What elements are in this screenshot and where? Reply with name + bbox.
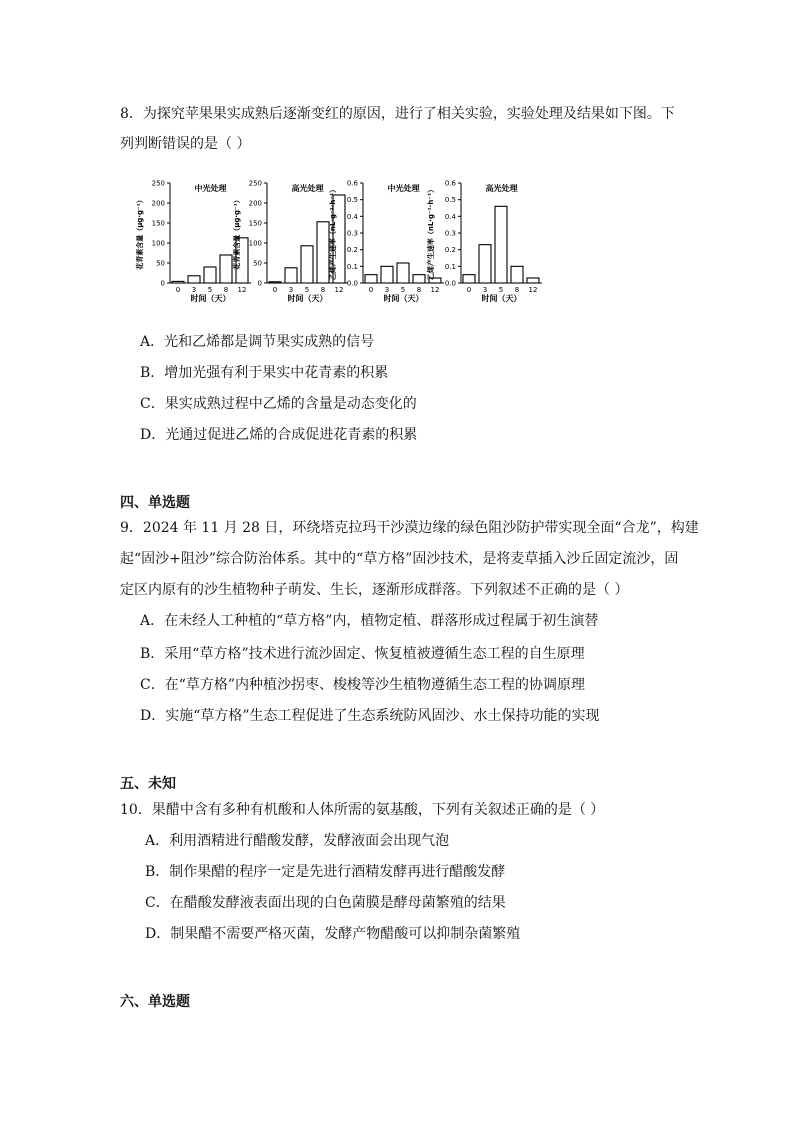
y-tick-label: 0.4 (346, 212, 358, 221)
x-tick-label: 0 (272, 286, 278, 294)
q9-stem-line1: 9．2024 年 11 月 28 日，环绕塔克拉玛干沙漠边缘的绿色阻沙防护带实现全面“合龙”，构建 (120, 520, 699, 536)
y-tick-label: 250 (151, 179, 165, 188)
q9-stem-line3: 定区内原有的沙生植物种子萌发、生长，逐渐形成群落。下列叙述不正确的是（ ） (120, 582, 629, 598)
chart-title: 高光处理 (485, 184, 518, 193)
y-tick-label: 0.5 (444, 196, 456, 205)
x-axis-label: 时间（天） (481, 294, 522, 303)
y-tick-label: 150 (248, 219, 262, 228)
section5-title: 五、未知 (120, 776, 176, 792)
x-tick-label: 5 (304, 286, 310, 294)
bar (511, 266, 523, 283)
q8-option-a: A．光和乙烯都是调节果实成熟的信号 (140, 334, 375, 350)
q9-option-c: C．在“草方格”内种植沙拐枣、梭梭等沙生植物遵循生态工程的协调原理 (140, 677, 586, 693)
y-tick-label: 0.0 (346, 279, 358, 288)
bar (172, 281, 184, 283)
x-tick-label: 12 (430, 286, 440, 294)
q8-option-d: D．光通过促进乙烯的合成促进花青素的积累 (140, 427, 418, 443)
x-tick-label: 0 (466, 286, 472, 294)
x-tick-label: 8 (320, 286, 326, 294)
x-tick-label: 12 (334, 286, 344, 294)
x-tick-label: 8 (223, 286, 229, 294)
y-tick-label: 50 (156, 259, 165, 268)
y-tick-label: 0.2 (346, 246, 358, 255)
y-tick-label: 0.6 (444, 179, 456, 188)
y-axis-label: 花青素含量（μg·g⁻¹） (136, 196, 144, 270)
bar (463, 275, 475, 283)
bar (495, 206, 507, 283)
q10-option-c: C．在醋酸发酵液表面出现的白色菌膜是酵母菌繁殖的结果 (145, 895, 506, 911)
x-tick-label: 3 (191, 286, 197, 294)
chart-title: 中光处理 (194, 184, 227, 193)
x-tick-label: 5 (498, 286, 504, 294)
x-axis-label: 时间（天） (190, 294, 231, 303)
y-tick-label: 100 (151, 239, 165, 248)
q9-option-d: D．实施“草方格”生态工程促进了生态系统防风固沙、水土保持功能的实现 (140, 708, 600, 724)
x-tick-label: 3 (482, 286, 488, 294)
y-tick-label: 0.3 (346, 229, 358, 238)
q9-stem-line2: 起“固沙+阻沙”综合防治体系。其中的“草方格”固沙技术，是将麦草插入沙丘固定流沙，固 (120, 551, 679, 567)
bar (269, 282, 281, 283)
x-axis-label: 时间（天） (287, 294, 328, 303)
bar (365, 275, 377, 283)
q8-stem-line2: 列判断错误的是（ ） (120, 136, 251, 152)
section4-title: 四、单选题 (120, 495, 190, 511)
bar (285, 268, 297, 283)
x-tick-label: 5 (400, 286, 406, 294)
y-tick-label: 0.4 (444, 212, 456, 221)
bar (381, 266, 393, 283)
bar (479, 245, 491, 283)
y-tick-label: 0 (160, 279, 165, 288)
y-tick-label: 0.6 (346, 179, 358, 188)
y-axis-label: 乙烯产生速率（nL·g⁻¹·h⁻¹） (427, 185, 435, 281)
y-tick-label: 100 (248, 239, 262, 248)
q10-option-b: B．制作果醋的程序一定是先进行酒精发酵再进行醋酸发酵 (145, 864, 506, 880)
q8-stem-line1: 8．为探究苹果果实成熟后逐渐变红的原因，进行了相关实验，实验处理及结果如下图。下 (120, 106, 675, 122)
x-tick-label: 0 (175, 286, 181, 294)
q10-option-a: A．利用酒精进行醋酸发酵，发酵液面会出现气泡 (145, 833, 450, 849)
y-tick-label: 0.1 (444, 262, 456, 271)
x-tick-label: 8 (514, 286, 520, 294)
q10-stem-line1: 10．果醋中含有多种有机酸和人体所需的氨基酸，下列有关叙述正确的是（ ） (120, 802, 605, 818)
y-tick-label: 250 (248, 179, 262, 188)
y-tick-label: 0.1 (346, 262, 358, 271)
y-tick-label: 0.0 (444, 279, 456, 288)
x-tick-label: 12 (528, 286, 538, 294)
x-tick-label: 8 (416, 286, 422, 294)
bar (188, 276, 200, 283)
y-axis-label: 乙烯产生速率（nL·g⁻¹·h⁻¹） (329, 185, 337, 281)
y-tick-label: 0.3 (444, 229, 456, 238)
bar (397, 263, 409, 283)
y-tick-label: 200 (151, 199, 165, 208)
x-tick-label: 0 (368, 286, 374, 294)
chart-ethylene-high (409, 176, 561, 306)
y-tick-label: 0.5 (346, 196, 358, 205)
y-tick-label: 150 (151, 219, 165, 228)
y-axis-label: 花青素含量（μg·g⁻¹） (233, 196, 241, 270)
q9-option-a: A．在未经人工种植的“草方格”内，植物定植、群落形成过程属于初生演替 (140, 613, 599, 629)
x-axis-label: 时间（天） (383, 294, 424, 303)
x-tick-label: 3 (384, 286, 390, 294)
x-tick-label: 5 (207, 286, 213, 294)
section6-title: 六、单选题 (120, 994, 190, 1010)
q8-option-b: B．增加光强有利于果实中花青素的积累 (140, 365, 389, 381)
chart-title: 中光处理 (387, 184, 420, 193)
y-tick-label: 200 (248, 199, 262, 208)
q8-option-c: C．果实成熟过程中乙烯的含量是动态变化的 (140, 396, 417, 412)
q10-option-d: D．制果醋不需要严格灭菌，发酵产物醋酸可以抑制杂菌繁殖 (145, 926, 521, 942)
q9-option-b: B．采用“草方格”技术进行流沙固定、恢复植被遵循生态工程的自生原理 (140, 646, 585, 662)
y-tick-label: 50 (253, 259, 262, 268)
y-tick-label: 0 (257, 279, 262, 288)
y-tick-label: 0.2 (444, 246, 456, 255)
x-tick-label: 12 (237, 286, 247, 294)
chart-title: 高光处理 (291, 184, 324, 193)
bar (527, 278, 539, 283)
x-tick-label: 3 (288, 286, 294, 294)
